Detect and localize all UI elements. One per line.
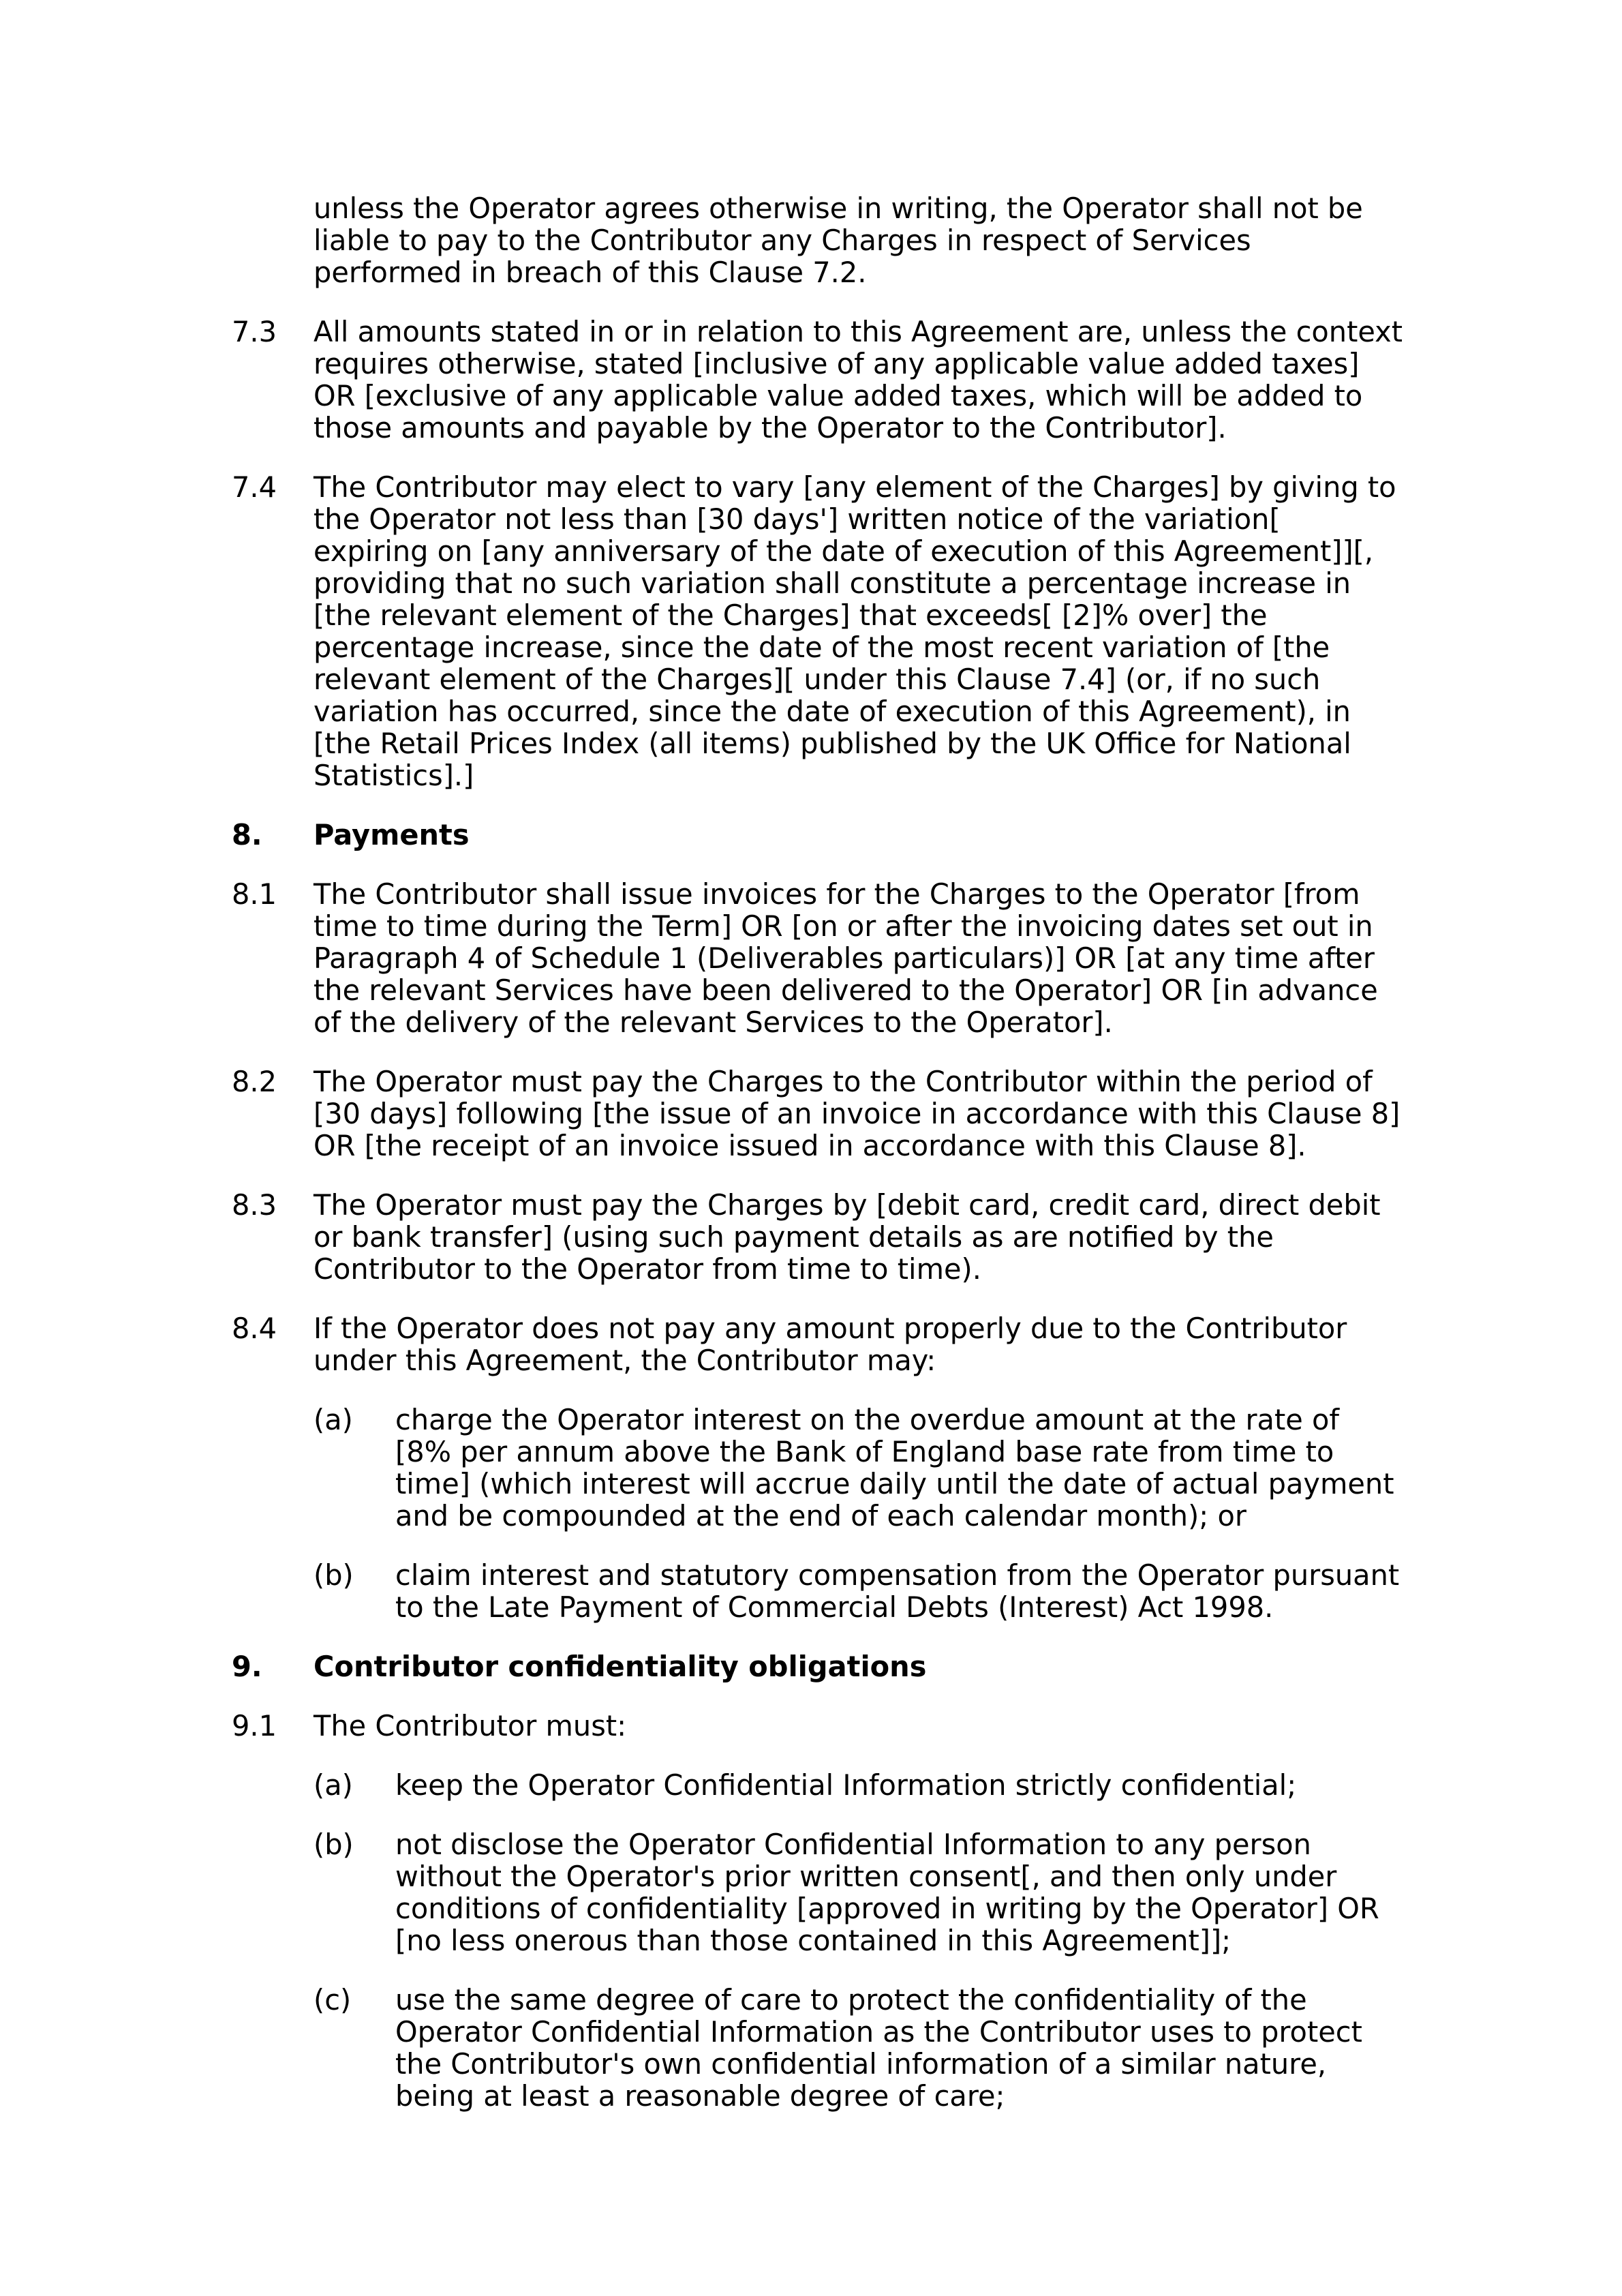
section-heading-9 (232, 1650, 1404, 1682)
section-title: Payments (313, 818, 470, 851)
clause-8-4 (232, 1312, 1404, 1376)
subclause-text: not disclose the Operator Confidential Information to any person without the Operator's prior written consent[, and then only under conditions of confidentiality [approved in writing by the Operator] OR [no less onerous than those contained in this Agreement]]; (395, 1828, 1379, 1957)
section-number: 8. (232, 818, 262, 851)
clause-8-4-b (313, 1559, 1404, 1623)
clause-number: 7.3 (232, 315, 277, 348)
clause-text: The Contributor shall issue invoices for the Charges to the Operator [from time to time during the Term] OR [on or after the invoicing dates set out in Paragraph 4 of Schedule 1 (Deliverables particulars)] OR [at any time after the relevant Services have been delivered to the Operator] OR [in advance of the delivery of the relevant Services to the Operator]. (313, 877, 1378, 1039)
clause-7-2-continuation: unless the Operator agrees otherwise in writing, the Operator shall not be liable to pay to the Contributor any Charges in respect of Services performed in breach of this Clause 7.2. (313, 192, 1363, 289)
section-number: 9. (232, 1650, 262, 1683)
clause-9-1-c (313, 1984, 1404, 2112)
clause-number: 8.3 (232, 1188, 277, 1222)
clause-7-4 (232, 471, 1404, 791)
subclause-text: claim interest and statutory compensation from the Operator pursuant to the Late Payment of Commercial Debts (Interest) Act 1998. (395, 1558, 1400, 1624)
subclause-text: charge the Operator interest on the overdue amount at the rate of [8% per annum above the Bank of England base rate from time to time] (which interest will accrue daily until the date of actual payment and be compounded at the end of each calendar month); or (395, 1403, 1394, 1532)
clause-number: 8.1 (232, 877, 277, 911)
section-title: Contributor confidentiality obligations (313, 1650, 927, 1683)
clause-number: 8.4 (232, 1312, 277, 1345)
clause-text: All amounts stated in or in relation to this Agreement are, unless the context requires otherwise, stated [inclusive of any applicable value added taxes] OR [exclusive of any applicable value added taxes, which will be added to those amounts and payable by the Operator to the Contributor]. (313, 315, 1403, 444)
clause-8-2 (232, 1066, 1404, 1162)
subclause-text: keep the Operator Confidential Information strictly confidential; (395, 1768, 1297, 1802)
clause-7-3 (232, 316, 1404, 444)
subclause-number: (b) (313, 1558, 354, 1592)
subclause-number: (a) (313, 1403, 353, 1436)
subclause-text: use the same degree of care to protect the confidentiality of the Operator Confidential Information as the Contributor uses to protect the Contributor's own confidential information of a similar nature, being at least a reasonable degree of care; (395, 1983, 1362, 2113)
document-body (232, 192, 1404, 2139)
subclause-number: (a) (313, 1768, 353, 1802)
clause-number: 8.2 (232, 1065, 277, 1098)
clause-text: The Operator must pay the Charges to the Contributor within the period of [30 days] following [the issue of an invoice in accordance with this Clause 8] OR [the receipt of an invoice issued in accordance with this Clause 8]. (313, 1065, 1401, 1162)
clause-text: The Operator must pay the Charges by [debit card, credit card, direct debit or bank transfer] (using such payment details as are notified by the Contributor to the Operator from time to time). (313, 1188, 1381, 1286)
clause-text: The Contributor must: (313, 1709, 627, 1742)
section-heading-8 (232, 819, 1404, 851)
clause-9-1-b (313, 1828, 1404, 1957)
clause-text: The Contributor may elect to vary [any element of the Charges] by giving to the Operator not less than [30 days'] written notice of the variation[ expiring on [any anniversary of the date of execution of this Agreement]][, providing that no such variation shall constitute a percentage increase in [the relevant element of the Charges] that exceeds[ [2]% over] the percentage increase, since the date of the most recent variation of [the relevant element of the Charges][ under this Clause 7.4] (or, if no such variation has occurred, since the date of execution of this Agreement), in [the Retail Prices Index (all items) published by the UK Office for National Statistics].] (313, 470, 1396, 792)
clause-8-4-a (313, 1404, 1404, 1532)
clause-8-1 (232, 878, 1404, 1038)
clause-number: 9.1 (232, 1709, 277, 1742)
clause-text: If the Operator does not pay any amount properly due to the Contributor under this Agreement, the Contributor may: (313, 1312, 1347, 1377)
subclause-number: (c) (313, 1983, 352, 2016)
clause-9-1-a (313, 1769, 1404, 1801)
clause-9-1 (232, 1710, 1404, 1742)
clause-8-3 (232, 1189, 1404, 1285)
clause-number: 7.4 (232, 470, 277, 504)
subclause-number: (b) (313, 1828, 354, 1861)
